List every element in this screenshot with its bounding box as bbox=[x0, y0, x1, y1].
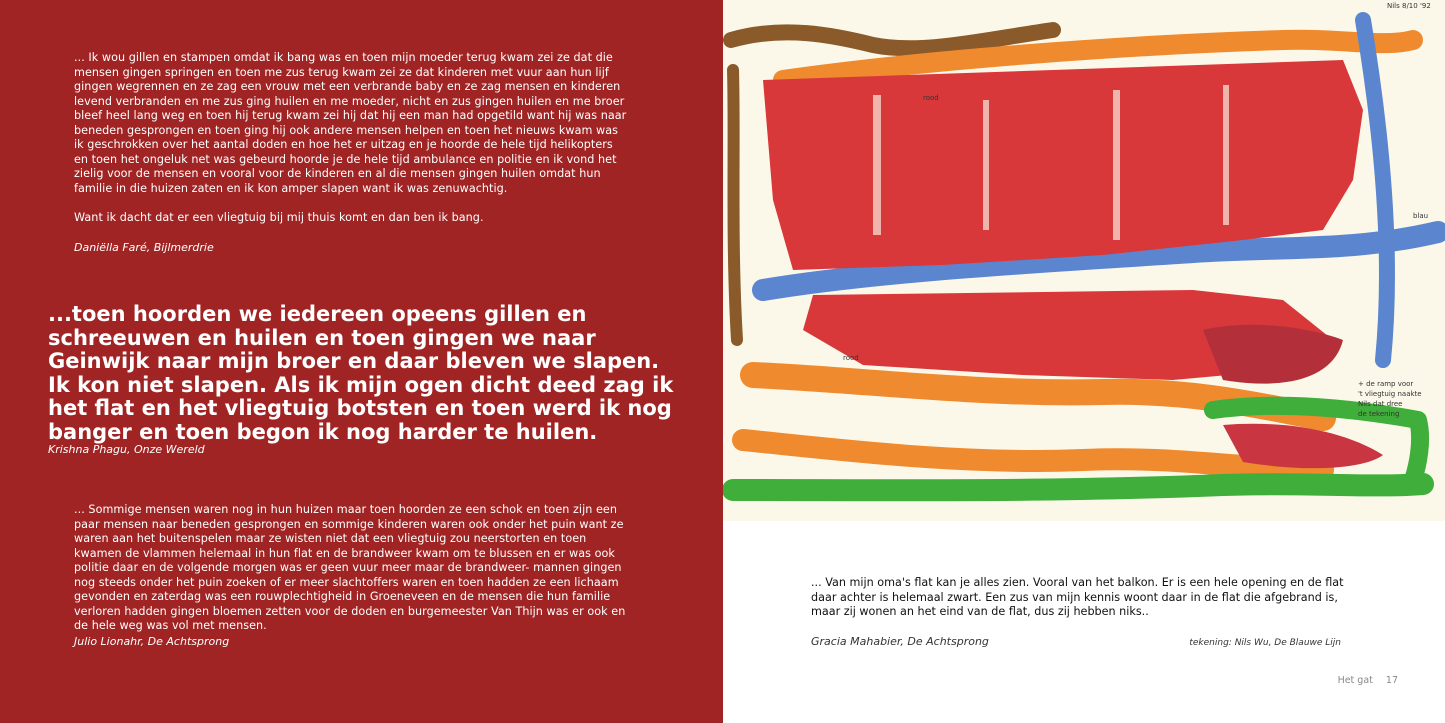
painting-signature: Nils 8/10 '92 bbox=[1387, 2, 1431, 10]
highlight-quote: ...toen hoorden we iedereen opeens gillen en schreeuwen en huilen en toen gingen we naar Geinwijk naar mijn broer en daar bleven we slapen. Ik kon niet slapen. Als ik mijn ogen dicht deed zag ik het flat en het vliegtuig botsten en toen werd ik nog banger en toen begon ik nog harder te huilen. bbox=[48, 302, 674, 444]
page-number: 17 bbox=[1385, 675, 1398, 686]
painting-label-rood: rood bbox=[923, 94, 939, 102]
signature-julio: Julio Lionahr, De Achtsprong bbox=[74, 635, 230, 648]
quote-daniella: ... Ik wou gillen en stampen omdat ik bang was en toen mijn moeder terug kwam zei ze dat die mensen gingen springen en toen me zus terug kwam zei ze dat kinderen met vuur aan hun lijf gingen wegrennen en ze zag een vrouw met een verbrande baby en ze zag mensen en kinderen levend verbranden en me zus ging huilen en me moeder, nicht en zus gingen huilen en me broer bleef heel lang weg en toen hij terug kwam zei hij dat hij een man had opgetild want hij was naar beneden gesprongen en toen ging hij ook andere mensen helpen en toen het nieuws kwam was ik geschrokken over het aantal doden en hoe het er uitzag en je hoorde de hele tijd helikopters en toen het ongeluk net was gebeurd hoorde je de hele tijd ambulance en politie en ik vond het zielig voor de mensen en vooral voor de kinderen en al die mensen gingen huilen omdat hun familie in die huizen zaten en ik kon amper slapen want ik was zenuwachtig. bbox=[74, 51, 627, 195]
quote-gracia: ... Van mijn oma's flat kan je alles zien. Vooral van het balkon. Er is een hele opening en de flat daar achter is helemaal zwart. Een zus van mijn kennis woont daar in de flat die afgebrand is, maar zij wonen an het eind van de flat, dus zij hebben niks.. bbox=[811, 576, 1344, 618]
painting-note-4: de tekening bbox=[1358, 410, 1400, 418]
painting-note-1: + de ramp voor bbox=[1358, 380, 1414, 388]
page-footer bbox=[1328, 675, 1398, 686]
quote-julio: ... Sommige mensen waren nog in hun huizen maar toen hoorden ze een schok en toen zijn een paar mensen naar beneden gesprongen en sommige kinderen waren ook onder het puin want ze waren aan het buitenspelen maar ze wisten niet dat een vliegtuig zou neerstorten en toen kwamen de vlammen helemaal in hun flat en de brandweer kwam om te blussen en er was ook politie daar en de volgende morgen was er geen vuur meer maar de brandweer- mannen gingen nog steeds onder het puin zoeken of er meer slachtoffers waren en toen hadden ze een lichaam gevonden en zaterdag was een rouwplechtigheid in Groeneveen en de mensen die hun familie verloren hadden gingen bloemen zetten voor de doden en burgemeester Van Thijn was er ook en de hele weg was vol met mensen. bbox=[74, 503, 626, 632]
signature-krishna: Krishna Phagu, Onze Wereld bbox=[48, 443, 205, 456]
painting-label-blau: blau bbox=[1413, 212, 1429, 220]
child-painting bbox=[723, 0, 1445, 521]
right-page bbox=[723, 0, 1445, 723]
drawing-credit: tekening: Nils Wu, De Blauwe Lijn bbox=[1189, 638, 1341, 648]
signature-gracia: Gracia Mahabier, De Achtsprong bbox=[811, 635, 989, 648]
painting-note-3: Nils dat dree bbox=[1358, 400, 1403, 408]
painting-note-2: 't vliegtuig naakte bbox=[1358, 390, 1422, 398]
painting-label-small: rood bbox=[843, 354, 859, 362]
footer-title: Het gat bbox=[1337, 675, 1373, 686]
quote-daniella-closing: Want ik dacht dat er een vliegtuig bij mij thuis komt en dan ben ik bang. bbox=[74, 211, 484, 224]
signature-daniella: Daniëlla Faré, Bijlmerdrie bbox=[74, 241, 214, 254]
